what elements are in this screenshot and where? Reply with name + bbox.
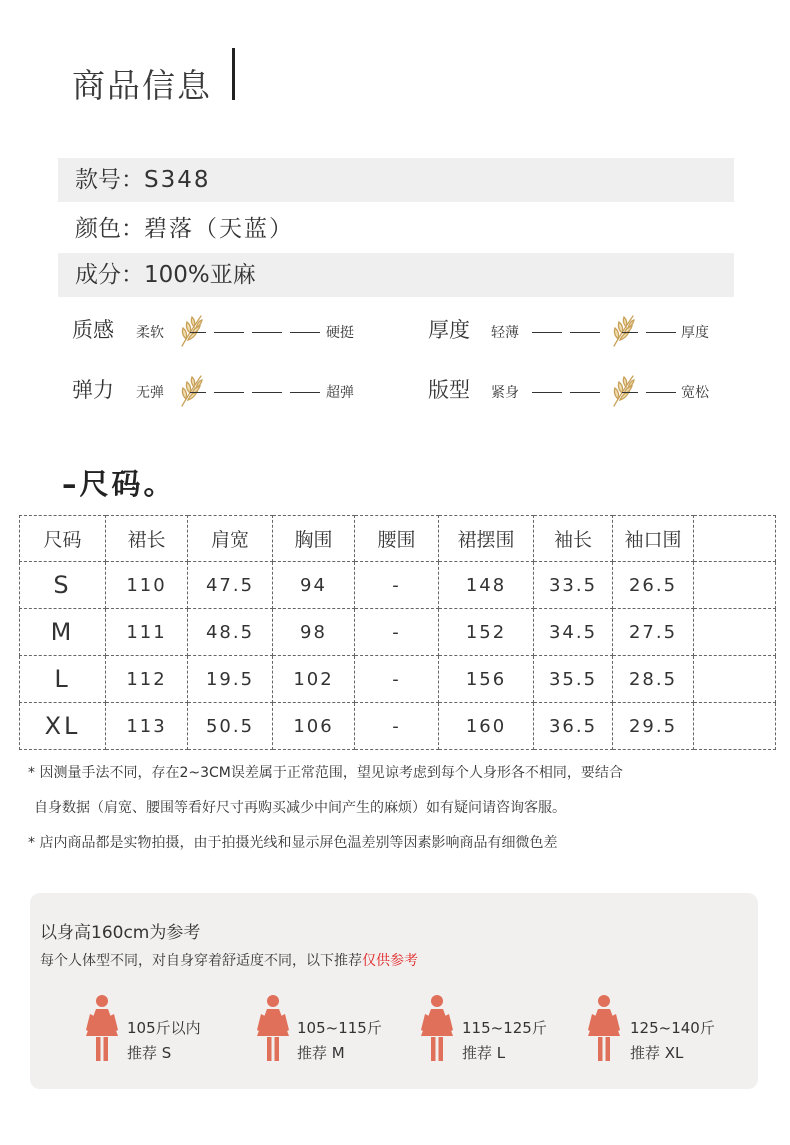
reference-desc-text: 每个人体型不同，对自身穿着舒适度不同，以下推荐 xyxy=(40,953,362,969)
table-cell: - xyxy=(355,703,439,750)
size-cell: L xyxy=(20,656,106,703)
title-divider xyxy=(232,48,235,100)
scale-name: 弹力 xyxy=(72,378,114,402)
table-header-row xyxy=(20,516,776,562)
header-cell xyxy=(694,516,776,562)
note-line: * 店内商品都是实物拍摄，由于拍摄光线和显示屏色温差别等因素影响商品有细微色差 xyxy=(28,835,558,851)
info-label: 款号： xyxy=(75,167,144,193)
info-row-material xyxy=(58,253,734,297)
person-dress-icon xyxy=(587,994,621,1064)
person-dress-icon xyxy=(85,994,119,1064)
header-cell: 肩宽 xyxy=(188,516,273,562)
size-cell: M xyxy=(20,609,106,656)
scale-low-label: 柔软 xyxy=(136,325,164,341)
recommend-text xyxy=(630,1016,715,1066)
weight-range: 105~115斤 xyxy=(297,1019,382,1037)
scale-dash xyxy=(570,392,600,393)
header-cell: 裙长 xyxy=(106,516,188,562)
table-cell: - xyxy=(355,656,439,703)
reference-title: 以身高160cm为参考 xyxy=(40,923,201,943)
scale-texture xyxy=(72,314,372,350)
scale-dash xyxy=(190,392,206,393)
header-cell: 袖长 xyxy=(534,516,613,562)
table-cell: - xyxy=(355,609,439,656)
table-cell: 47.5 xyxy=(188,562,273,609)
note-line: * 因测量手法不同，存在2~3CM误差属于正常范围，望见谅考虑到每个人身形各不相同，要结合 xyxy=(28,765,623,781)
size-table xyxy=(19,515,776,750)
scale-name: 质感 xyxy=(72,318,114,342)
table-cell: 148 xyxy=(439,562,534,609)
info-row-color xyxy=(58,207,734,251)
table-cell: 152 xyxy=(439,609,534,656)
wheat-leaf-icon xyxy=(174,370,208,410)
table-cell: 110 xyxy=(106,562,188,609)
scale-name: 厚度 xyxy=(428,318,470,342)
scale-high-label: 超弹 xyxy=(326,385,354,401)
header-cell: 裙摆围 xyxy=(439,516,534,562)
table-row xyxy=(20,609,776,656)
section-title: 商品信息 xyxy=(72,66,212,105)
header-cell: 胸围 xyxy=(273,516,355,562)
header-cell: 袖口围 xyxy=(613,516,694,562)
table-cell: 33.5 xyxy=(534,562,613,609)
scale-name: 版型 xyxy=(428,378,470,402)
table-cell: 106 xyxy=(273,703,355,750)
scale-high-label: 厚度 xyxy=(681,325,709,341)
recommend-text xyxy=(462,1016,547,1066)
scale-low-label: 紧身 xyxy=(491,385,519,401)
table-cell: 48.5 xyxy=(188,609,273,656)
table-row xyxy=(20,703,776,750)
scale-low-label: 无弹 xyxy=(136,385,164,401)
info-label: 成分： xyxy=(75,262,144,288)
table-cell: 36.5 xyxy=(534,703,613,750)
scale-dash xyxy=(190,332,206,333)
scale-dash xyxy=(252,332,282,333)
note-line: 自身数据（肩宽、腰围等看好尺寸再购买减少中间产生的麻烦）如有疑问请咨询客服。 xyxy=(34,800,566,816)
recommend-size: 推荐 L xyxy=(462,1044,506,1062)
table-cell xyxy=(694,562,776,609)
scale-dash xyxy=(646,392,676,393)
table-row xyxy=(20,562,776,609)
scale-fit xyxy=(428,374,728,410)
table-cell xyxy=(694,609,776,656)
table-cell: 19.5 xyxy=(188,656,273,703)
reference-highlight: 仅供参考 xyxy=(362,953,418,969)
table-cell: 34.5 xyxy=(534,609,613,656)
header-cell: 腰围 xyxy=(355,516,439,562)
scale-dash xyxy=(290,332,320,333)
table-cell: 112 xyxy=(106,656,188,703)
table-cell: 35.5 xyxy=(534,656,613,703)
scale-dash xyxy=(532,392,562,393)
scale-dash xyxy=(646,332,676,333)
wheat-leaf-icon xyxy=(606,310,640,350)
scale-dash xyxy=(622,332,638,333)
header-cell: 尺码 xyxy=(20,516,106,562)
table-cell: 160 xyxy=(439,703,534,750)
table-cell: - xyxy=(355,562,439,609)
table-cell xyxy=(694,656,776,703)
reference-description xyxy=(40,950,418,970)
table-cell: 29.5 xyxy=(613,703,694,750)
scale-low-label: 轻薄 xyxy=(491,325,519,341)
table-cell xyxy=(694,703,776,750)
scale-elasticity xyxy=(72,374,372,410)
recommend-text xyxy=(297,1016,382,1066)
scale-dash xyxy=(214,332,244,333)
size-cell: XL xyxy=(20,703,106,750)
recommend-size: 推荐 XL xyxy=(630,1044,684,1062)
scale-thickness xyxy=(428,314,728,350)
table-cell: 27.5 xyxy=(613,609,694,656)
person-dress-icon xyxy=(256,994,290,1064)
info-value: S348 xyxy=(144,167,211,193)
weight-range: 125~140斤 xyxy=(630,1019,715,1037)
table-cell: 26.5 xyxy=(613,562,694,609)
person-dress-icon xyxy=(420,994,454,1064)
scale-high-label: 硬挺 xyxy=(326,325,354,341)
table-cell: 50.5 xyxy=(188,703,273,750)
info-row-style-number xyxy=(58,158,734,202)
table-cell: 111 xyxy=(106,609,188,656)
table-cell: 98 xyxy=(273,609,355,656)
scale-dash xyxy=(290,392,320,393)
info-label: 颜色： xyxy=(75,216,144,242)
table-cell: 28.5 xyxy=(613,656,694,703)
scale-high-label: 宽松 xyxy=(681,385,709,401)
scale-dash xyxy=(532,332,562,333)
info-value: 100%亚麻 xyxy=(144,262,256,288)
table-row xyxy=(20,656,776,703)
table-cell: 156 xyxy=(439,656,534,703)
recommend-text xyxy=(127,1016,201,1066)
size-cell: S xyxy=(20,562,106,609)
table-cell: 102 xyxy=(273,656,355,703)
scale-dash xyxy=(622,392,638,393)
wheat-leaf-icon xyxy=(174,310,208,350)
recommend-size: 推荐 S xyxy=(127,1044,172,1062)
wheat-leaf-icon xyxy=(606,370,640,410)
table-cell: 94 xyxy=(273,562,355,609)
weight-range: 105斤以内 xyxy=(127,1019,201,1037)
scale-dash xyxy=(214,392,244,393)
scale-dash xyxy=(252,392,282,393)
scale-dash xyxy=(570,332,600,333)
size-section-title: –尺码。 xyxy=(62,467,176,501)
recommend-size: 推荐 M xyxy=(297,1044,345,1062)
weight-range: 115~125斤 xyxy=(462,1019,547,1037)
table-cell: 113 xyxy=(106,703,188,750)
info-value: 碧落（天蓝） xyxy=(144,216,294,242)
